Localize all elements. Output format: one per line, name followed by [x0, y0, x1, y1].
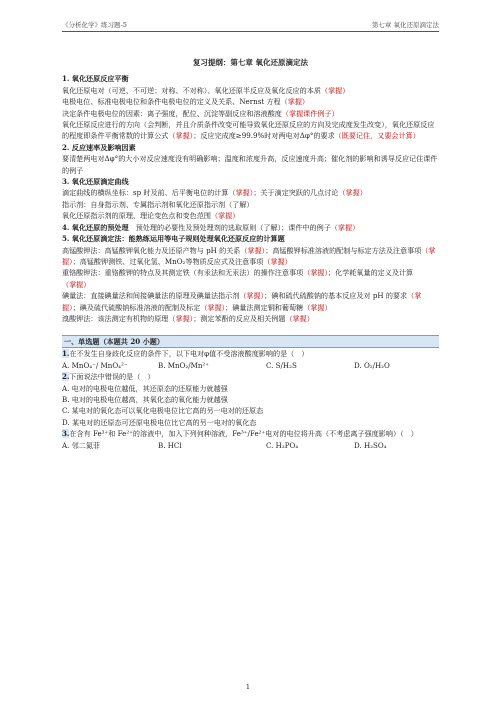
question-number: 1.	[62, 349, 70, 359]
option: B. HCl	[158, 440, 182, 450]
option: A. 邻二氮菲	[62, 440, 101, 450]
s5-line1	[62, 245, 439, 268]
option: D. 某电对的还原态可还原电极电位比它高的另一电对的氧化态	[62, 417, 257, 427]
text: ；高锰酸钾测铁、过氧化氢、MnO₂等物质反应式及注意事项	[72, 256, 264, 266]
text: 电极电位、标准电极电位和条件电极电位的定义及关系、Nernst 方程	[62, 97, 281, 107]
page-number: 1	[245, 683, 251, 691]
note: （掌握课件例子）	[281, 108, 339, 118]
s1-line4	[62, 119, 439, 142]
note: （掌握）	[263, 256, 292, 266]
text: ；化学耗氧量的定义及计算	[328, 268, 414, 278]
question-text: 下面说法中错误的是（ ）	[69, 372, 155, 382]
question-number: 2.	[62, 372, 70, 382]
option: B. 电对的电极电位越高，其氧化态的氧化能力就越强	[62, 394, 228, 404]
note: （掌握）	[320, 85, 350, 95]
note: （掌握）	[303, 302, 332, 312]
option: C. 某电对的氧化态可以氧化电极电位比它高的另一电对的还原态	[62, 406, 264, 416]
question-1	[62, 348, 439, 359]
note: （掌握）	[168, 131, 194, 141]
s5-line3	[62, 290, 439, 313]
note: （掌握）	[330, 222, 360, 232]
q3-options	[62, 440, 439, 451]
note: （掌握）	[303, 268, 329, 278]
text: 高锰酸钾法：高锰酸钾氧化能力及还原产物与 pH 的关系	[62, 245, 241, 255]
q1-options	[62, 360, 439, 371]
page-title: 复习提纲：第七章 氧化还原滴定法	[192, 58, 309, 67]
note: （既要记住，又要会计算）	[334, 131, 420, 141]
text: ；测定苯酚的反应及相关例题	[193, 313, 286, 323]
text: ；碘及硫代硫酸钠标准溶液的配制及标定	[72, 302, 201, 312]
text: 氧化还原反应进行的方向（会判断，并且介质条件改变可能导致氧化还原反应的方向及完成度发生改变），氧化还原反应的程度即条件平衡常数的计算公式	[62, 120, 435, 141]
text: 重铬酸钾法：重铬酸钾的特点及其测定铁（有汞法和无汞法）的操作注意事项	[62, 268, 304, 278]
s1-line1	[62, 85, 439, 96]
header-right: 第七章 氧化还原滴定法	[371, 21, 439, 29]
question-section	[62, 335, 439, 451]
s3-line1	[62, 187, 439, 198]
note: （掌握）	[280, 97, 310, 107]
section-4-heading: 4. 氧化还原的预处理	[62, 222, 129, 232]
text: ；碘和硫代硫酸钠的基本反应及对 pH 的要求	[264, 291, 408, 301]
s3-line3	[62, 210, 439, 221]
question-text: 在含有 Fe³⁺和 Fe²⁺的溶液中，加入下列何种溶液，Fe³⁺/Fe²⁺电对的电位将升高（不考虑离子强度影响）（ ）	[69, 429, 418, 439]
section-1-heading: 1. 氧化还原反应平衡	[62, 74, 129, 84]
option: C. H₃PO₄	[266, 440, 299, 450]
text: 预处理的必要性及预处理剂的选取原则（了解）；课件中的例子	[128, 222, 331, 232]
question-2	[62, 371, 439, 382]
note: （掌握）	[62, 245, 436, 266]
question-text: 在不发生自身歧化反应的条件下，以下电对φ值不受溶液酸度影响的是（ ）	[69, 349, 309, 359]
note: （掌握）	[239, 291, 265, 301]
note: （掌握）	[338, 188, 367, 198]
option: C. S/H₂S	[266, 360, 297, 370]
option: A. 电对的电极电位越低，其还原态的还原能力就越强	[62, 383, 228, 393]
note: （掌握）	[200, 302, 226, 312]
s3-line2: 指示剂：自身指示剂、专属指示剂和氧化还原指示剂（了解）	[62, 199, 254, 209]
header-left: 《分析化学》练习题-5	[62, 21, 127, 29]
note: （掌握）	[285, 313, 314, 323]
text: 碘量法：直接碘量法和间接碘量法的原理及碘量法指示剂	[62, 291, 240, 301]
option: D. O₂/H₂O	[354, 360, 390, 370]
text: 溴酸钾法：该法测定有机物的原理	[62, 313, 169, 323]
text: ；碘量法测定铜和葡萄糖	[225, 302, 304, 312]
note: （掌握）	[168, 313, 194, 323]
question-number: 3.	[62, 429, 70, 439]
text: 决定条件电极电位的因素：离子强度，配位、沉淀等副反应和溶液酸度	[62, 108, 282, 118]
text: ；高锰酸钾标准溶液的配制与标定方法及注意事项	[265, 245, 422, 255]
note: （掌握）	[240, 245, 266, 255]
text: ；反应完成度≥99.9%时对两电对Δφ°的要求	[193, 131, 335, 141]
section-2-heading: 2. 反应速率及影响因素	[62, 142, 136, 152]
s5-line2	[62, 267, 439, 290]
note: （掌握）	[210, 211, 240, 221]
option: A. MnO₄⁻/ MnO₄²⁻	[62, 360, 128, 370]
document-body	[62, 57, 439, 451]
section-5-heading: 5. 氧化还原滴定法：能熟练运用等电子规则处理氧化还原反应的计算题	[62, 234, 285, 244]
s2-line1: 要清楚两电对Δφ°的大小对反应速度没有明确影响；温度和浓度升高，反应速度升高；催化剂的影响和诱导反应记住课件的例子	[62, 154, 438, 175]
text: 氧化还原指示剂的原理、理论变色点和变色范围	[62, 211, 211, 221]
question-3	[62, 428, 439, 439]
s5-line4	[62, 313, 439, 324]
text: 氧化还原电对（可逆、不可逆；对称、不对称）、氧化还原半反应及氧化反应的本质	[62, 85, 321, 95]
section-header: 一、单选题（本题共 20 小题）	[62, 335, 439, 348]
option: D. H₂SO₄	[354, 440, 387, 450]
section-3-heading: 3. 氧化还原滴定曲线	[62, 177, 129, 187]
text: 滴定曲线的横纵坐标：sp 时及前、后平衡电位的计算	[62, 188, 229, 198]
page-header	[62, 20, 439, 32]
s1-line3	[62, 108, 439, 119]
note: （掌握）	[62, 279, 91, 289]
text: ；关于滴定突跃的几点讨论	[253, 188, 339, 198]
s4-line	[62, 222, 439, 233]
note: （掌握）	[62, 291, 422, 312]
note: （掌握）	[228, 188, 254, 198]
option: B. MnO₂/Mn²⁺	[158, 360, 210, 370]
s1-line2	[62, 96, 439, 107]
